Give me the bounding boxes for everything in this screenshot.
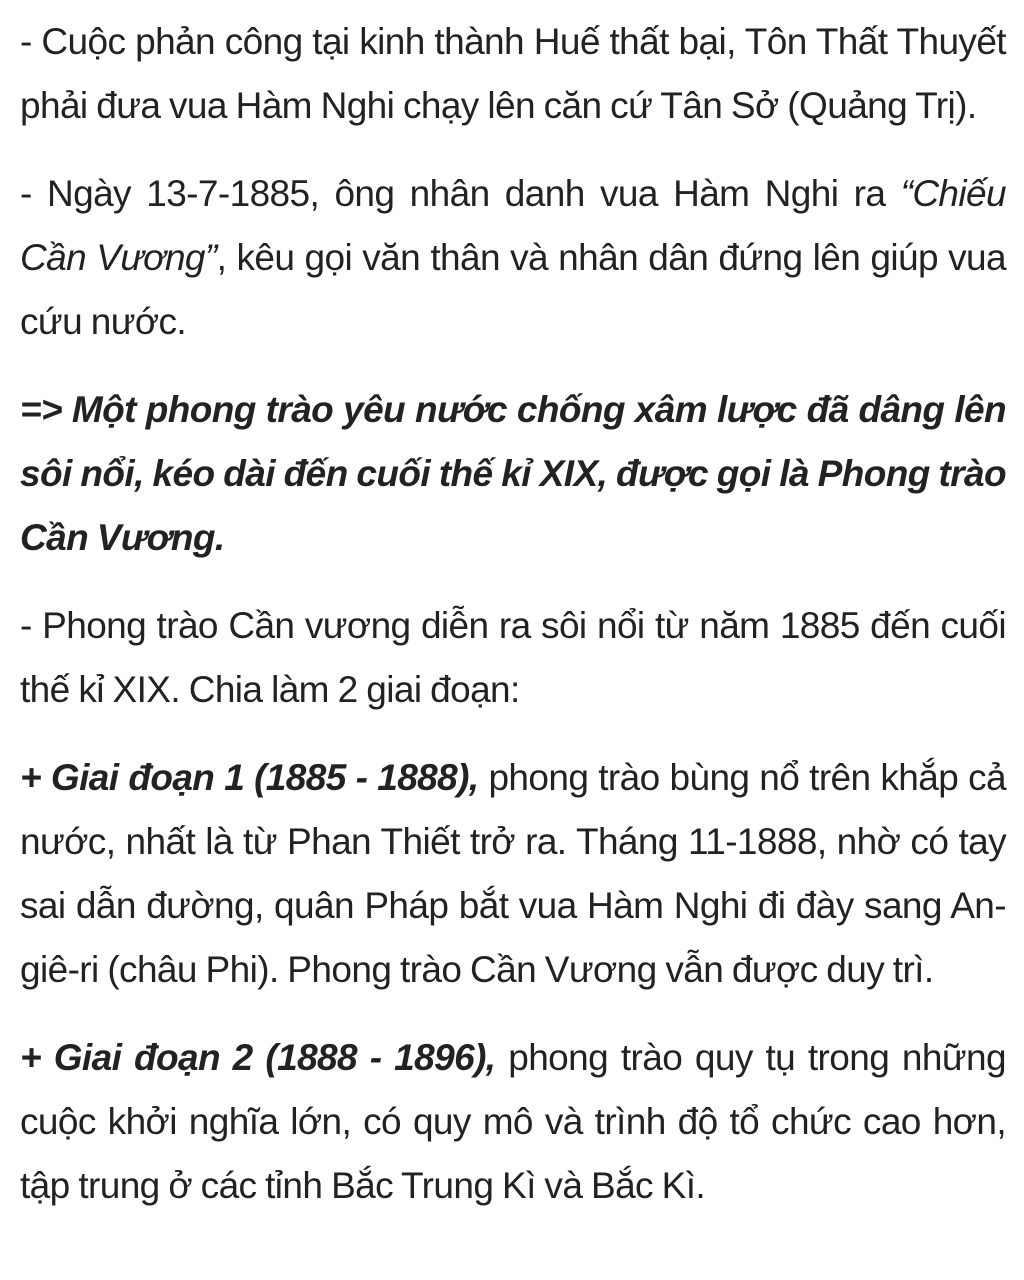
edict-title: “Chiếu Cần Vương” bbox=[20, 173, 1006, 278]
paragraph-text-after: , kêu gọi văn thân và nhân dân đứng lên giúp vua cứu nước. bbox=[20, 237, 1006, 342]
paragraph-stage-1 bbox=[20, 746, 1006, 1002]
paragraph-movement-overview bbox=[20, 594, 1006, 722]
paragraph-conclusion bbox=[20, 378, 1006, 570]
stage-2-text: phong trào quy tụ trong những cuộc khởi nghĩa lớn, có quy mô và trình độ tổ chức cao hơn, tập trung ở các tỉnh Bắc Trung Kì và Bắc Kì. bbox=[20, 1037, 1007, 1206]
paragraph-text: => Một phong trào yêu nước chống xâm lược đã dâng lên sôi nổi, kéo dài đến cuối thế kỉ XIX, được gọi là Phong trào Cần Vương. bbox=[20, 389, 1006, 558]
paragraph-text-before: - Ngày 13-7-1885, ông nhân danh vua Hàm Nghi ra bbox=[20, 173, 901, 214]
paragraph-can-vuong-edict bbox=[20, 162, 1006, 354]
stage-1-heading: + Giai đoạn 1 (1885 - 1888), bbox=[20, 757, 479, 798]
paragraph-stage-2 bbox=[20, 1026, 1006, 1218]
paragraph-counterattack bbox=[20, 10, 1006, 138]
paragraph-text: - Cuộc phản công tại kinh thành Huế thất bại, Tôn Thất Thuyết phải đưa vua Hàm Nghi chạy lên căn cứ Tân Sở (Quảng Trị). bbox=[20, 21, 1006, 126]
stage-1-text: phong trào bùng nổ trên khắp cả nước, nhất là từ Phan Thiết trở ra. Tháng 11-1888, nhờ có tay sai dẫn đường, quân Pháp bắt vua Hàm Nghi đi đày sang An-giê-ri (châu Phi). Phong trào Cần Vương vẫn được duy trì. bbox=[20, 757, 1007, 990]
paragraph-text: - Phong trào Cần vương diễn ra sôi nổi từ năm 1885 đến cuối thế kỉ XIX. Chia làm 2 giai đoạn: bbox=[20, 605, 1006, 710]
stage-2-heading: + Giai đoạn 2 (1888 - 1896), bbox=[20, 1037, 496, 1078]
